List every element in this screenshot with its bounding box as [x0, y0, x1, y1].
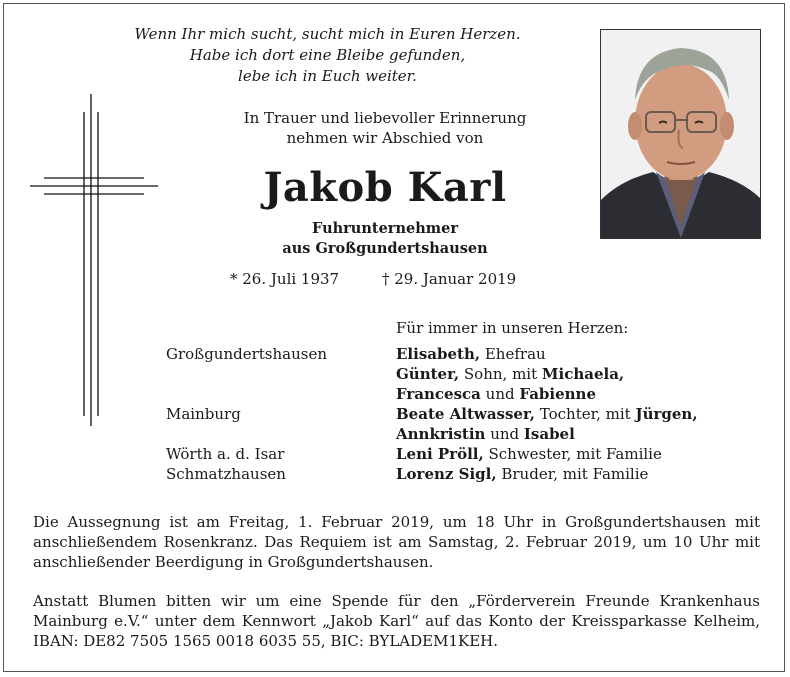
mourner-relation: Ehefrau [480, 345, 546, 363]
mourner-name: Elisabeth, [396, 345, 481, 363]
deceased-name: Jakob Karl [263, 164, 507, 211]
hometown: aus Großgundertshausen [282, 240, 488, 257]
mourner-line [396, 344, 546, 364]
mourners-heading: Für immer in unseren Herzen: [396, 319, 629, 337]
deceased-role [195, 219, 575, 259]
intro-line: nehmen wir Abschied von [286, 129, 484, 147]
poem-line: Wenn Ihr mich sucht, sucht mich in Euren Herzen. [134, 25, 521, 43]
mourner-relation: und [480, 385, 520, 403]
mourner-relation: Sohn, mit [459, 365, 542, 383]
mourner-place: Mainburg [166, 405, 241, 423]
donation-info: Anstatt Blumen bitten wir um eine Spende für den „Förderverein Freunde Krankenhaus Mainburg e.V.“ unter dem Kennwort „Jakob Karl“ auf das Konto der Kreissparkasse Kelheim, IBAN: DE82 7505 1565 0018 6035 55, BIC: BYLADEM1KEH. [33, 592, 760, 650]
mourner-name: Leni Pröll, [396, 445, 484, 463]
mourner-line [396, 364, 624, 384]
mourner-place: Schmatzhausen [166, 465, 286, 483]
poem-line: Habe ich dort eine Bleibe gefunden, [189, 46, 466, 64]
mourner-relation: und [485, 425, 524, 443]
poem-line: lebe ich in Euch weiter. [238, 67, 417, 85]
birth-date: * 26. Juli 1937 [230, 270, 340, 288]
mourner-name: Günter, [396, 365, 460, 383]
mourner-place: Großgundertshausen [166, 345, 328, 363]
poem [105, 24, 550, 87]
cross-icon [28, 94, 160, 434]
mourner-line [396, 464, 648, 484]
mourner-name: Lorenz Sigl, [396, 465, 497, 483]
mourner-name: Jürgen, [635, 405, 698, 423]
mourner-name: Michaela, [541, 365, 625, 383]
mourner-line [396, 444, 662, 464]
occupation: Fuhrunternehmer [312, 220, 458, 237]
mourner-relation: Tochter, mit [535, 405, 636, 423]
mourner-relation: Schwester, mit Familie [483, 445, 662, 463]
mourner-name: Annkristin [396, 425, 486, 443]
intro-line: In Trauer und liebevoller Erinnerung [243, 109, 527, 127]
mourner-line [396, 404, 698, 424]
portrait-photo [600, 29, 761, 239]
mourner-name: Isabel [523, 425, 575, 443]
funeral-info: Die Aussegnung ist am Freitag, 1. Februar 2019, um 18 Uhr in Großgundertshausen mit anschließendem Rosenkranz. Das Requiem ist am Samstag, 2. Februar 2019, um 10 Uhr mit anschließender Beerdigung in Großgundertshausen. [33, 513, 760, 571]
mourner-name: Beate Altwasser, [396, 405, 535, 423]
mourner-relation: Bruder, mit Familie [496, 465, 649, 483]
death-date: † 29. Januar 2019 [382, 270, 517, 288]
mourner-place: Wörth a. d. Isar [166, 445, 285, 463]
intro [195, 108, 575, 148]
portrait-illustration [601, 30, 760, 238]
mourner-name: Fabienne [519, 385, 596, 403]
mourner-line [396, 384, 596, 404]
mourner-name: Francesca [396, 385, 481, 403]
mourner-line [396, 424, 575, 444]
